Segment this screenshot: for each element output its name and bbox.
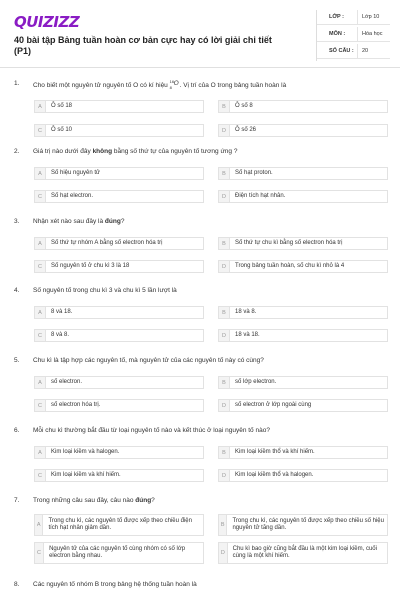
option-b[interactable]	[218, 376, 388, 389]
option-letter: A	[35, 101, 46, 112]
question-emphasis: đúng	[104, 218, 121, 225]
meta-value: 20	[357, 44, 368, 58]
document-header	[0, 0, 400, 68]
option-a[interactable]	[34, 446, 204, 459]
option-a[interactable]	[34, 167, 204, 180]
atomic-number: 8	[169, 85, 172, 90]
option-text: Kim loại kiềm và khí hiếm.	[51, 471, 121, 478]
option-b[interactable]	[218, 446, 388, 459]
quizizz-logo: QUIZIZZ	[14, 13, 80, 31]
option-text: Số thứ tự chu kì bằng số electron hóa trị	[235, 239, 343, 246]
option-c[interactable]	[34, 190, 204, 203]
question-text	[33, 497, 388, 505]
option-b[interactable]	[218, 237, 388, 250]
option-text: Kim loại kiềm thổ và khí hiếm.	[235, 448, 315, 455]
option-text: Điện tích hạt nhân.	[235, 192, 286, 199]
option-letter: C	[35, 470, 46, 481]
option-b[interactable]	[218, 514, 388, 536]
question-emphasis: không	[92, 148, 113, 155]
option-c[interactable]	[34, 260, 204, 273]
meta-row-grade	[317, 10, 390, 25]
option-letter: B	[219, 101, 230, 112]
option-b[interactable]	[218, 167, 388, 180]
option-letter: D	[219, 261, 230, 272]
option-d[interactable]	[218, 329, 388, 342]
option-b[interactable]	[218, 100, 388, 113]
option-text: Ô số 10	[51, 126, 73, 133]
option-letter: B	[219, 377, 230, 388]
header-divider	[0, 67, 400, 68]
question-text: Chu kì là tập hợp các nguyên tố, mà nguyên tử của các nguyên tố này có cùng?	[33, 357, 264, 364]
option-text: Trong chu kì, các nguyên tố được xếp theo chiều điện tích hạt nhân giảm dần.	[48, 517, 192, 531]
question-text-part: ?	[120, 218, 125, 225]
option-letter: A	[35, 168, 46, 179]
question-text-part: bằng số thứ tự của nguyên tố tương ứng ?	[112, 148, 238, 155]
question-number: 7.	[14, 497, 20, 504]
option-letter: D	[219, 191, 230, 202]
option-text: Số hạt electron.	[51, 192, 94, 199]
option-text: Ô số 26	[235, 126, 257, 133]
question-text	[33, 80, 388, 90]
question-text: Các nguyên tố nhóm B trong bảng hệ thống tuần hoàn là	[33, 581, 197, 588]
option-text: Kim loại kiềm thổ và halogen.	[235, 471, 314, 478]
option-text: Ô số 18	[51, 102, 73, 109]
option-letter: A	[35, 515, 43, 535]
option-c[interactable]	[34, 542, 204, 564]
option-letter: C	[35, 400, 46, 411]
nuclide-symbol	[170, 80, 180, 88]
question-text-part: Trong những câu sau đây, câu nào	[33, 497, 136, 504]
option-text: Số hiệu nguyên tử	[51, 169, 101, 176]
option-letter: D	[219, 470, 230, 481]
option-c[interactable]	[34, 329, 204, 342]
question-number: 1.	[14, 80, 20, 87]
option-letter: A	[35, 377, 46, 388]
option-letter: D	[219, 125, 230, 136]
option-d[interactable]	[218, 124, 388, 137]
question-number: 4.	[14, 287, 20, 294]
option-d[interactable]	[218, 399, 388, 412]
option-letter: C	[35, 543, 44, 563]
option-letter: C	[35, 261, 46, 272]
option-d[interactable]	[218, 542, 388, 564]
option-a[interactable]	[34, 237, 204, 250]
option-text: 8 và 8.	[51, 331, 70, 338]
option-letter: D	[219, 543, 228, 563]
option-d[interactable]	[218, 190, 388, 203]
question-text-part: Cho biết một nguyên tử nguyên tố O có kí hiệu	[33, 82, 170, 89]
question-text-part: . Vị trí của O trong bảng tuần hoàn là	[179, 82, 287, 89]
option-text: Nguyên tử của các nguyên tố cùng nhóm có số lớp electron bằng nhau.	[49, 545, 186, 559]
question-text-part: ?	[151, 497, 155, 504]
option-text: 8 và 18.	[51, 308, 73, 315]
option-text: Số hạt proton.	[235, 169, 273, 176]
question-number: 6.	[14, 427, 20, 434]
option-d[interactable]	[218, 260, 388, 273]
option-letter: C	[35, 125, 46, 136]
document-title: 40 bài tập Bảng tuần hoàn cơ bản cực hay có lời giải chi tiết (P1)	[14, 35, 272, 56]
option-text: số electron.	[51, 378, 83, 385]
option-c[interactable]	[34, 399, 204, 412]
option-text: số lớp electron.	[235, 378, 277, 385]
option-letter: D	[219, 330, 230, 341]
option-text: Chu kì bao giờ cũng bắt đầu là một kim loại kiềm, cuối cùng là một khí hiếm.	[232, 545, 377, 559]
element-symbol: O	[173, 80, 179, 87]
option-text: số electron ở lớp ngoài cùng	[235, 401, 312, 408]
option-text: Số thứ tự nhóm A bằng số electron hóa trị	[51, 239, 163, 246]
meta-value: Lớp 10	[357, 10, 379, 24]
option-text: số electron hóa trị.	[51, 401, 101, 408]
mass-number: 16	[169, 79, 175, 84]
option-letter: A	[35, 307, 46, 318]
option-letter: B	[219, 307, 230, 318]
option-letter: B	[219, 168, 230, 179]
meta-label: LỚP :	[329, 14, 344, 20]
question-emphasis: đúng	[135, 497, 152, 504]
meta-label: MÔN :	[329, 31, 346, 37]
meta-value: Hóa học	[357, 27, 383, 41]
option-text: Trong chu kì, các nguyên tố được xếp theo chiều số hiệu nguyên tử tăng dần.	[232, 517, 384, 531]
question-text: Số nguyên tố trong chu kì 3 và chu kì 5 lần lượt là	[33, 287, 177, 294]
option-c[interactable]	[34, 124, 204, 137]
question-number: 2.	[14, 148, 20, 155]
option-a[interactable]	[34, 514, 204, 536]
question-text	[33, 148, 388, 156]
option-letter: C	[35, 330, 46, 341]
option-b[interactable]	[218, 306, 388, 319]
option-text: Ô số 8	[235, 102, 253, 109]
option-letter: D	[219, 400, 230, 411]
option-text: Số nguyên tố ở chu kì 3 là 18	[51, 262, 130, 269]
question-text: Mỗi chu kì thường bắt đầu từ loại nguyên tố nào và kết thúc ở loại nguyên tố nào?	[33, 427, 270, 434]
question-number: 5.	[14, 357, 20, 364]
option-text: Kim loại kiềm và halogen.	[51, 448, 120, 455]
question-text-part: Giá trị nào dưới đây	[33, 148, 93, 155]
option-letter: B	[219, 515, 227, 535]
question-text-part: Nhận xét nào sau đây là	[33, 218, 105, 225]
meta-row-subject	[317, 27, 390, 42]
meta-label: SỐ CÂU :	[329, 48, 354, 54]
meta-table	[316, 10, 390, 61]
question-number: 3.	[14, 218, 20, 225]
option-d[interactable]	[218, 469, 388, 482]
option-letter: C	[35, 191, 46, 202]
option-a[interactable]	[34, 100, 204, 113]
question-text	[33, 218, 388, 226]
meta-row-count	[317, 44, 390, 59]
option-letter: A	[35, 447, 46, 458]
option-c[interactable]	[34, 469, 204, 482]
option-a[interactable]	[34, 306, 204, 319]
question-number: 8.	[14, 581, 20, 588]
option-letter: B	[219, 238, 230, 249]
option-text: 18 và 18.	[235, 331, 260, 338]
option-letter: B	[219, 447, 230, 458]
option-a[interactable]	[34, 376, 204, 389]
option-letter: A	[35, 238, 46, 249]
option-text: 18 và 8.	[235, 308, 257, 315]
option-text: Trong bảng tuần hoàn, số chu kì nhỏ là 4	[235, 262, 345, 269]
